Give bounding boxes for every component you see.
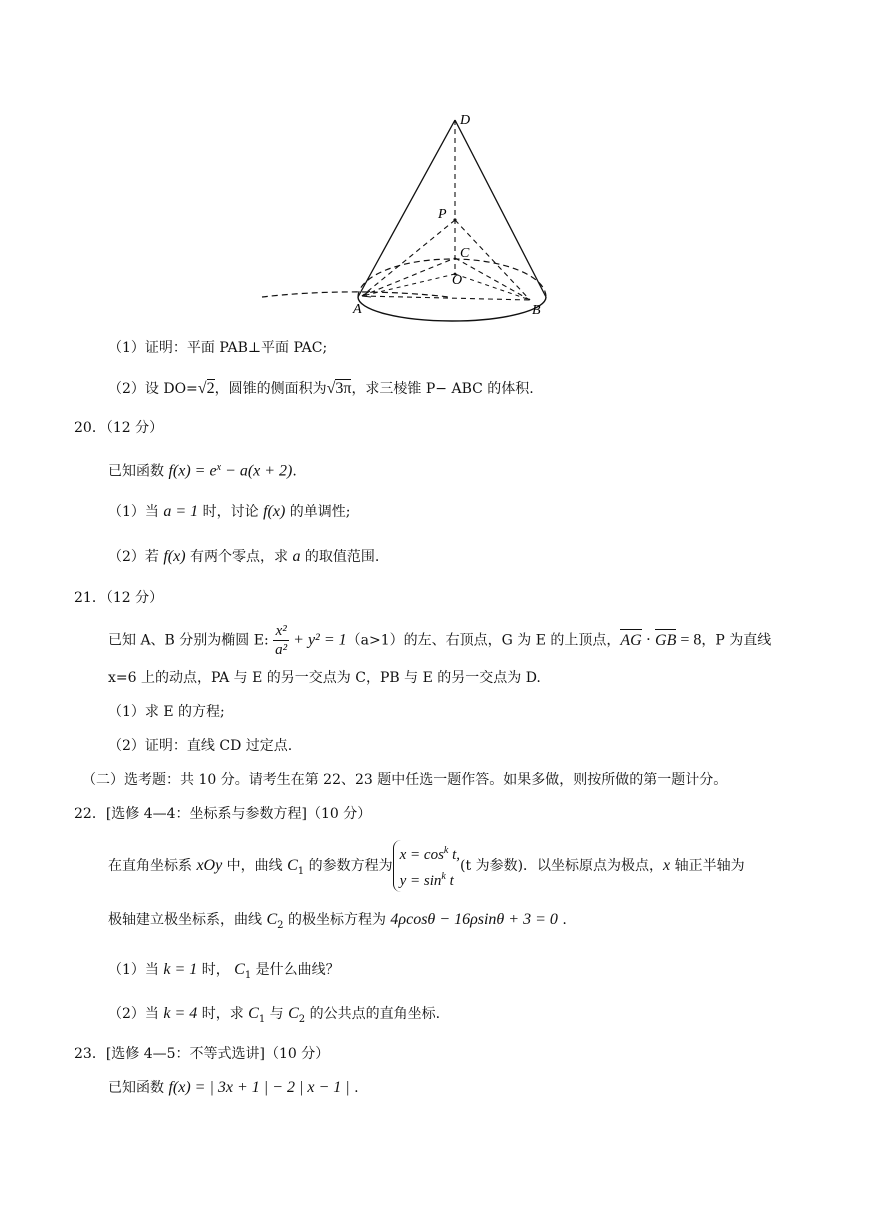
- q21-heading: 21．（12 分）: [74, 590, 164, 606]
- edge-OB: [455, 274, 530, 300]
- q22-p2-k: k = 4: [163, 1005, 198, 1022]
- q20-p2-post: 的取值范围.: [300, 549, 380, 565]
- q21-part1: （1）求 E 的方程;: [108, 704, 225, 720]
- q21-veq: = 8: [676, 631, 702, 649]
- q22-stem-post: 轴正半轴为: [670, 858, 745, 874]
- label-B: B: [532, 303, 541, 318]
- q22-c2: C: [266, 911, 278, 928]
- q20-fx: f(x) = e: [168, 462, 217, 480]
- q20-p1-mid: 时，讨论: [198, 504, 264, 520]
- q21-eq: + y² = 1: [289, 631, 347, 649]
- slant-right: [455, 120, 546, 297]
- q22-p2-pre: （2）当: [108, 1006, 164, 1022]
- q22-p1-k: k = 1: [163, 961, 198, 978]
- q20-part2: [108, 547, 379, 567]
- q23-stem: [108, 1078, 359, 1098]
- base-ellipse-front: [358, 297, 546, 321]
- polar-equation: 4ρcosθ − 16ρsinθ + 3 = 0: [390, 911, 558, 928]
- q22-p1-c-sub: 1: [244, 969, 252, 981]
- parametric-system: $x = \cos^k t$, $y = \sin^k t$: [393, 840, 460, 892]
- q20-exp: x: [216, 462, 222, 473]
- cone-figure: [0, 0, 869, 330]
- q20-tail: − a(x + 2): [221, 462, 293, 480]
- sqrt-2: √2: [197, 380, 215, 397]
- label-O: O: [452, 273, 463, 288]
- q22-heading: 22．[选修 4—4：坐标系与参数方程]（10 分）: [74, 806, 372, 822]
- q22-c2-sub: 2: [277, 919, 284, 931]
- point-P: [453, 218, 456, 221]
- q21-cond: （a>1）的左、右顶点，G 为 E 的上顶点，: [346, 632, 621, 649]
- q21-stem-line2: x=6 上的动点，PA 与 E 的另一交点为 C，PB 与 E 的另一交点为 D.: [108, 670, 541, 686]
- q20-p2-mid: 有两个零点，求: [185, 549, 293, 565]
- q22-p2-c1: C: [248, 1005, 259, 1022]
- q22-part2: [108, 1004, 440, 1030]
- q21-stem: [108, 622, 771, 659]
- edge-PA: [362, 220, 455, 296]
- q23-stem-pre: 已知函数: [108, 1080, 169, 1096]
- q20-p2-a: a: [292, 548, 301, 565]
- q23-function: f(x) = | 3x + 1 | − 2 | x − 1 |: [168, 1079, 350, 1096]
- q22-part1: [108, 960, 340, 986]
- q22-param: (t 为参数)．以坐标原点为极点，: [460, 858, 664, 874]
- q20-stem: [108, 458, 297, 482]
- q20-p1-fx: f(x): [263, 503, 286, 520]
- q21-stem-post: ，P 为直线: [701, 632, 772, 649]
- q21-stem-pre: 已知 A、B 分别为椭圆 E:: [108, 632, 274, 649]
- sqrt-3pi: √3π: [326, 380, 352, 397]
- q19-part1: （1）证明：平面 PAB⊥平面 PAC;: [108, 340, 328, 356]
- q19-part2: [108, 379, 534, 399]
- q22-p1-mid: 时，: [197, 962, 235, 978]
- label-A: A: [353, 302, 362, 317]
- label-C: C: [460, 246, 470, 261]
- q19-part2-post: ，求三棱锥 P− ABC 的体积.: [351, 381, 534, 397]
- q22-stem-mid: 中，曲线: [222, 858, 288, 874]
- q23-end: .: [349, 1080, 359, 1096]
- label-P: P: [438, 207, 447, 222]
- q22-p2-c2: C: [288, 1005, 299, 1022]
- q21-dot: ·: [641, 631, 656, 649]
- q22-p1-pre: （1）当: [108, 962, 164, 978]
- q22-c1-sub: 1: [297, 865, 305, 877]
- q20-p1-post: 的单调性;: [285, 504, 351, 520]
- q22-p2-mid: 时，求: [197, 1006, 249, 1022]
- q19-part2-pre: （2）设 DO=: [108, 381, 198, 397]
- q22-c1: C: [287, 857, 298, 874]
- q22-stem-mid2: 的参数方程为: [304, 858, 393, 874]
- q20-stem-pre: 已知函数: [108, 463, 169, 480]
- q20-p1-a: a = 1: [163, 503, 199, 520]
- q22-p1-c: C: [234, 961, 245, 978]
- ellipse-fraction: $\frac{\text{x²}}{\text{a²}}$: [275, 623, 288, 658]
- optional-section-heading: （二）选考题：共 10 分。请考生在第 22、23 题中任选一题作答。如果多做，则按所做的第一题计分。: [82, 772, 728, 788]
- q20-p1-pre: （1）当: [108, 504, 164, 520]
- vector-AG: AG: [620, 629, 641, 651]
- q22-p1-post: 是什么曲线？: [251, 962, 340, 978]
- q20-heading: 20．（12 分）: [74, 420, 164, 436]
- q21-part2: （2）证明：直线 CD 过定点.: [108, 738, 293, 754]
- base-ellipse-back: [262, 292, 449, 297]
- q22-x: x: [663, 857, 671, 874]
- q23-heading: 23．[选修 4—5：不等式选讲]（10 分）: [74, 1046, 330, 1062]
- vector-GB: GB: [655, 629, 676, 651]
- q20-p2-pre: （2）若: [108, 549, 164, 565]
- q22-p2-and: 与: [265, 1006, 289, 1022]
- label-D: D: [460, 113, 471, 128]
- q20-end: .: [292, 463, 297, 480]
- q22-xoy: xOy: [196, 857, 223, 874]
- q22-p2-c1-sub: 1: [258, 1013, 266, 1025]
- q20-p2-fx: f(x): [163, 548, 186, 565]
- q22-l2-end: .: [557, 912, 567, 928]
- q20-part1: [108, 502, 350, 522]
- q22-p2-post: 的公共点的直角坐标.: [305, 1006, 441, 1022]
- q22-p2-c2-sub: 2: [298, 1013, 306, 1025]
- q22-stem-pre: 在直角坐标系: [108, 858, 197, 874]
- q22-stem: [108, 840, 745, 895]
- q19-part2-mid: ，圆锥的侧面积为: [214, 381, 327, 397]
- q22-stem-line2: [108, 910, 567, 936]
- q22-l2-pre: 极轴建立极坐标系，曲线: [108, 912, 267, 928]
- edge-BC: [455, 258, 530, 300]
- q22-l2-mid: 的极坐标方程为: [283, 912, 391, 928]
